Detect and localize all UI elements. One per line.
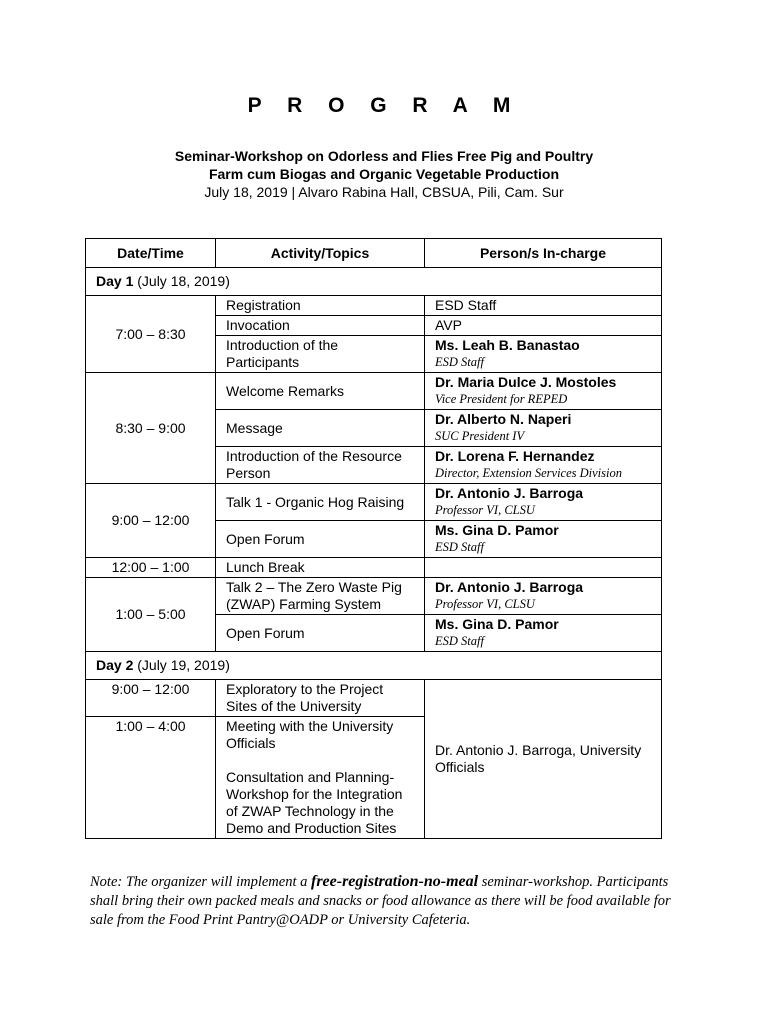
activity-text: Consultation and Planning-Workshop for the Integration of ZWAP Technology in the Demo and Production Sites [226,769,403,836]
activity-cell [216,717,425,839]
person-role: SUC President IV [435,429,525,443]
activity-cell: Message [216,410,425,447]
activity-cell: Invocation [216,316,425,336]
header-activity: Activity/Topics [216,239,425,268]
page-title: P R O G R A M [247,94,521,117]
person-cell [425,336,662,373]
person-cell [425,447,662,484]
note-prefix: Note: The organizer will implement a [90,874,311,890]
event-date-venue: July 18, 2019 | Alvaro Rabina Hall, CBSUA, Pili, Cam. Sur [204,184,564,200]
person-name: Ms. Gina D. Pamor [435,522,559,538]
person-role: ESD Staff [435,540,484,554]
day-row [86,652,662,680]
table-row [86,578,662,615]
header-person: Person/s In-charge [425,239,662,268]
activity-cell: Introduction of the Participants [216,336,425,373]
note-paragraph [90,872,680,930]
activity-cell: Welcome Remarks [216,373,425,410]
person-role: Director, Extension Services Division [435,466,622,480]
person-role: ESD Staff [435,634,484,648]
person-cell [425,521,662,558]
table-row [86,680,662,717]
table-row [86,373,662,410]
person-name: Dr. Maria Dulce J. Mostoles [435,374,617,390]
day-row [86,268,662,296]
person-cell [425,558,662,578]
subtitle-line-2: Farm cum Biogas and Organic Vegetable Production [208,166,560,182]
person-role: ESD Staff [435,355,484,369]
person-cell [425,373,662,410]
person-cell [425,615,662,652]
person-cell [425,484,662,521]
person-cell: ESD Staff [425,296,662,316]
day-2-date: (July 19, 2019) [137,657,230,673]
person-name: Dr. Antonio J. Barroga [435,579,584,595]
day-1-date: (July 18, 2019) [137,273,230,289]
time-cell: 8:30 – 9:00 [86,373,216,484]
person-cell [425,578,662,615]
person-role: Professor VI, CLSU [435,597,535,611]
activity-cell: Talk 1 - Organic Hog Raising [216,484,425,521]
time-cell: 9:00 – 12:00 [86,680,216,717]
activity-cell: Introduction of the Resource Person [216,447,425,484]
person-name: Dr. Antonio J. Barroga [435,485,584,501]
day-1-label: Day 1 [96,273,134,289]
activity-cell: Exploratory to the Project Sites of the University [216,680,425,717]
person-role: Vice President for REPED [435,392,568,406]
time-cell: 1:00 – 4:00 [86,717,216,839]
time-cell: 1:00 – 5:00 [86,578,216,652]
time-cell: 7:00 – 8:30 [86,296,216,373]
person-cell [425,410,662,447]
activity-cell: Open Forum [216,615,425,652]
activity-cell: Registration [216,296,425,316]
activity-cell: Lunch Break [216,558,425,578]
note-suffix: seminar-workshop. Participants shall bring their own packed meals and snacks or food allowance as there will be food available for sale from the Food Print Pantry@OADP or University Cafeteria. [90,874,671,928]
person-cell: AVP [425,316,662,336]
program-table [85,238,662,839]
time-cell: 12:00 – 1:00 [86,558,216,578]
activity-cell: Open Forum [216,521,425,558]
table-header-row [86,239,662,268]
subtitle-line-1: Seminar-Workshop on Odorless and Flies Free Pig and Poultry [174,148,594,164]
activity-text: Meeting with the University Officials [226,718,394,751]
person-name: Ms. Gina D. Pamor [435,616,559,632]
activity-cell: Talk 2 – The Zero Waste Pig (ZWAP) Farming System [216,578,425,615]
day-2-label: Day 2 [96,657,134,673]
header-date-time: Date/Time [86,239,216,268]
table-row [86,296,662,316]
person-name: Dr. Alberto N. Naperi [435,411,572,427]
time-cell: 9:00 – 12:00 [86,484,216,558]
person-name: Ms. Leah B. Banastao [435,337,580,353]
note-emphasis: free-registration-no-meal [310,873,479,890]
person-cell: Dr. Antonio J. Barroga, University Officials [425,680,662,839]
table-row [86,558,662,578]
table-row [86,484,662,521]
person-role: Professor VI, CLSU [435,503,535,517]
person-name: Dr. Lorena F. Hernandez [435,448,595,464]
